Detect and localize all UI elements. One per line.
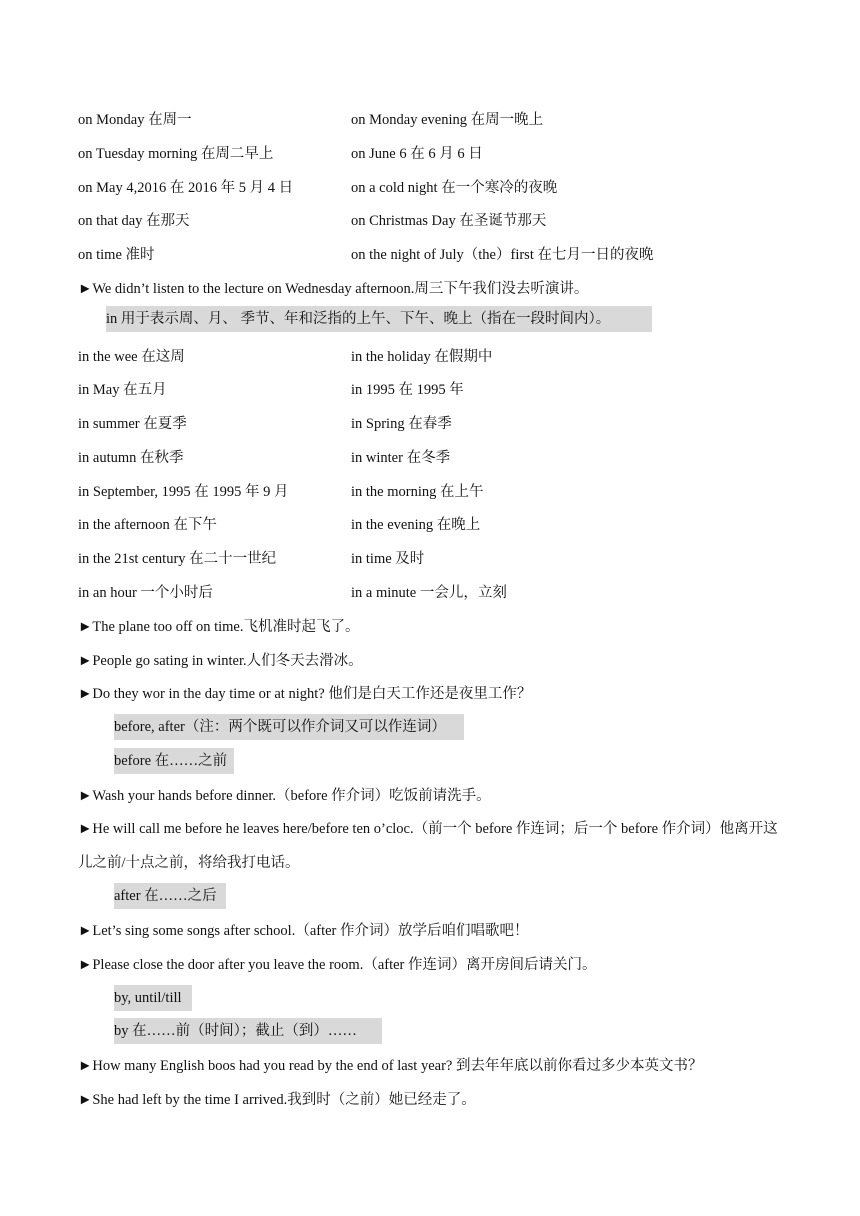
table-cell: in September, 1995 在 1995 年 9 月 — [78, 484, 289, 500]
example-sentence: ►People go sating in winter.人们冬天去滑冰。 — [78, 653, 363, 669]
table-cell: in the 21st century 在二十一世纪 — [78, 551, 277, 567]
table-cell: in winter 在冬季 — [351, 450, 451, 466]
table-cell: on Tuesday morning 在周二早上 — [78, 146, 274, 162]
table-cell: in an hour 一个小时后 — [78, 585, 213, 601]
table-cell: on time 准时 — [78, 247, 155, 263]
table-cell: on Monday 在周一 — [78, 112, 192, 128]
table-cell: in the holiday 在假期中 — [351, 349, 493, 365]
table-cell: on that day 在那天 — [78, 213, 190, 229]
table-cell: in May 在五月 — [78, 382, 167, 398]
table-cell: in Spring 在春季 — [351, 416, 452, 432]
example-sentence: ►Please close the door after you leave the room.（after 作连词）离开房间后请关门。 — [78, 957, 597, 973]
table-cell: in autumn 在秋季 — [78, 450, 184, 466]
table-cell: on Monday evening 在周一晚上 — [351, 112, 544, 128]
example-sentence: ►Wash your hands before dinner.（before 作介词）吃饭前请洗手。 — [78, 788, 491, 804]
table-cell: in the wee 在这周 — [78, 349, 185, 365]
highlight-note: in 用于表示周、月、 季节、年和泛指的上午、下午、晚上（指在一段时间内）。 — [106, 306, 652, 332]
table-cell: on a cold night 在一个寒冷的夜晚 — [351, 180, 558, 196]
highlight-note: by, until/till — [114, 985, 192, 1011]
table-cell: in 1995 在 1995 年 — [351, 382, 464, 398]
table-cell: in summer 在夏季 — [78, 416, 187, 432]
example-sentence: ►Do they wor in the day time or at night? 他们是白天工作还是夜里工作？ — [78, 686, 532, 702]
example-sentence: ►How many English boos had you read by the end of last year? 到去年年底以前你看过多少本英文书？ — [78, 1058, 703, 1074]
example-sentence: ►She had left by the time I arrived.我到时（之前）她已经走了。 — [78, 1092, 476, 1108]
table-cell: in the morning 在上午 — [351, 484, 484, 500]
example-sentence: ►He will call me before he leaves here/before ten o’cloc.（前一个 before 作连词；后一个 before 作介词）他离开这儿之前/十点之前，将给我打电话。 — [78, 821, 778, 871]
highlight-note: before, after（注：两个既可以作介词又可以作连词） — [114, 714, 464, 740]
example-sentence: ►Let’s sing some songs after school.（after 作介词）放学后咱们唱歌吧！ — [78, 923, 529, 939]
example-sentence: ►The plane too off on time.飞机准时起飞了。 — [78, 619, 360, 635]
table-cell: in time 及时 — [351, 551, 425, 567]
table-cell: on June 6 在 6 月 6 日 — [351, 146, 483, 162]
highlight-note: by 在……前（时间）；截止（到）…… — [114, 1018, 382, 1044]
table-cell: in the afternoon 在下午 — [78, 517, 217, 533]
highlight-note: after 在……之后 — [114, 883, 226, 909]
highlight-note: before 在……之前 — [114, 748, 234, 774]
table-cell: in a minute 一会儿，立刻 — [351, 585, 507, 601]
table-cell: on the night of July（the）first 在七月一日的夜晚 — [351, 247, 654, 263]
table-cell: in the evening 在晚上 — [351, 517, 481, 533]
table-cell: on Christmas Day 在圣诞节那天 — [351, 213, 547, 229]
table-cell: on May 4,2016 在 2016 年 5 月 4 日 — [78, 180, 294, 196]
example-sentence: ►We didn’t listen to the lecture on Wednesday afternoon.周三下午我们没去听演讲。 — [78, 281, 589, 297]
